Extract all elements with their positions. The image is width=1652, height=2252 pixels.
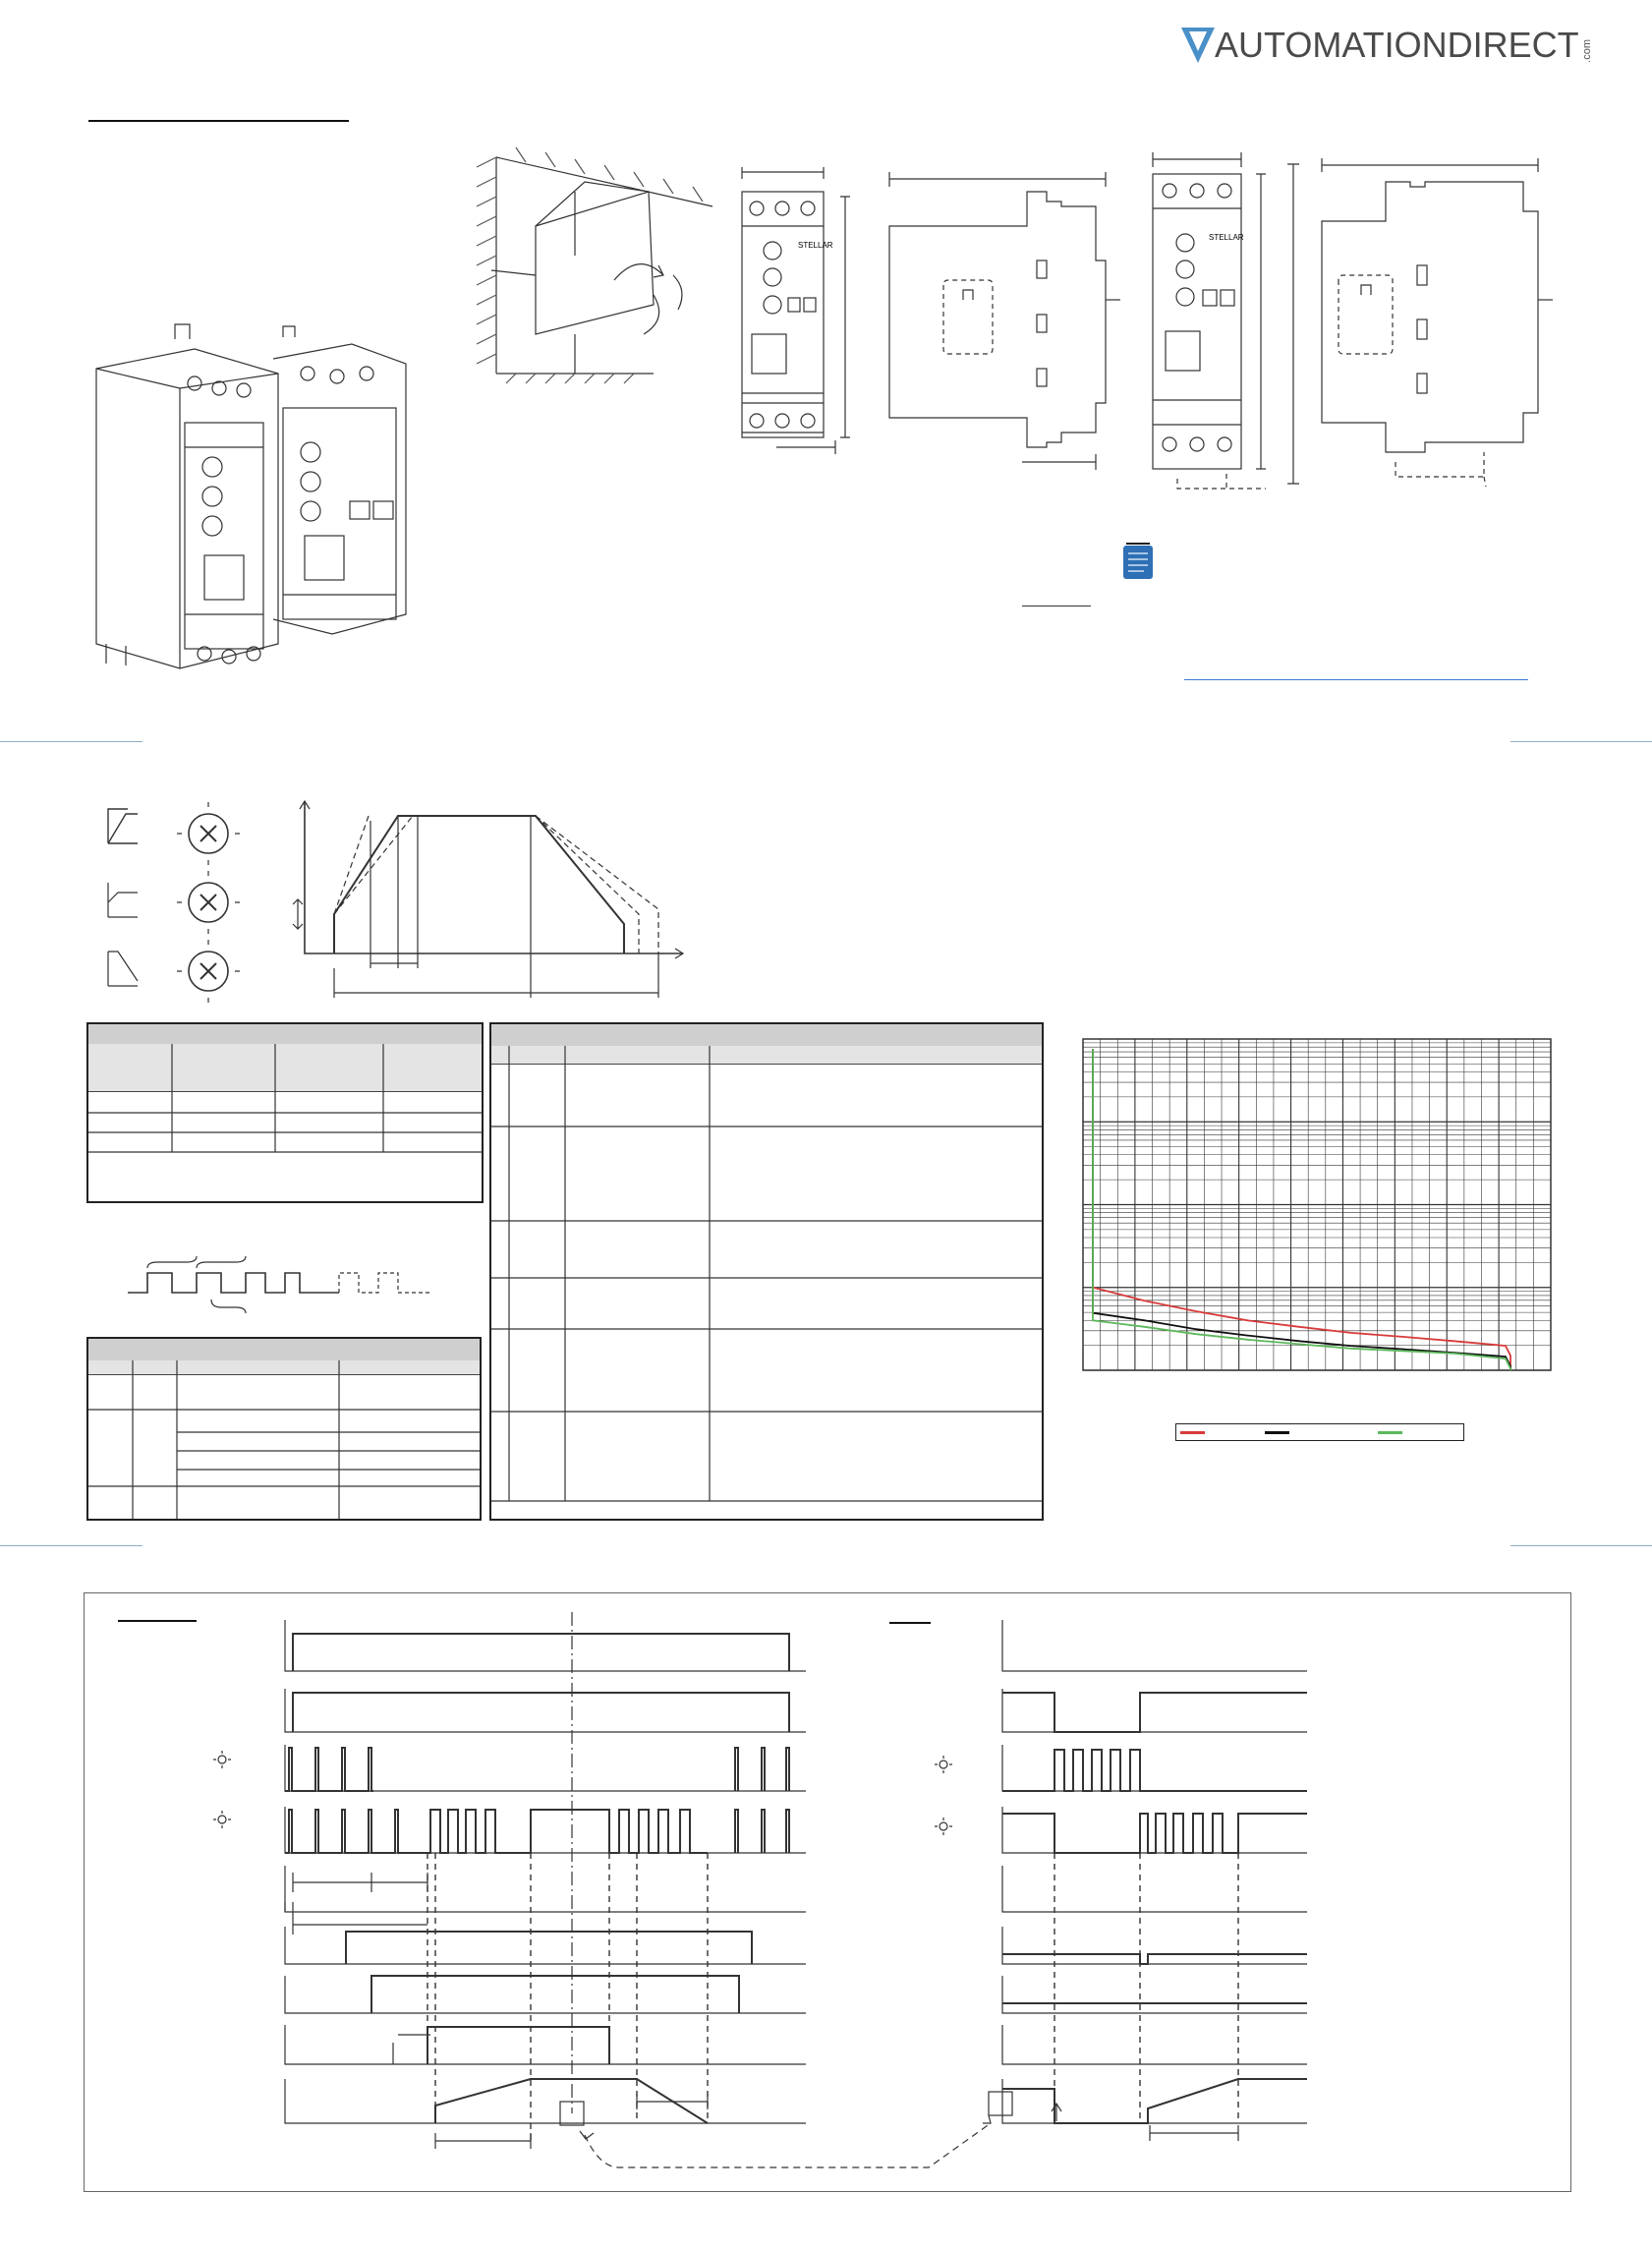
logo-text: AUTOMATIONDIRECT — [1215, 25, 1579, 65]
panel-brand-large: STELLAR — [1209, 233, 1244, 242]
led-sun-icons — [213, 1751, 952, 1835]
logo-suffix: .com — [1580, 39, 1593, 63]
panel-brand-small: STELLAR — [798, 241, 833, 250]
